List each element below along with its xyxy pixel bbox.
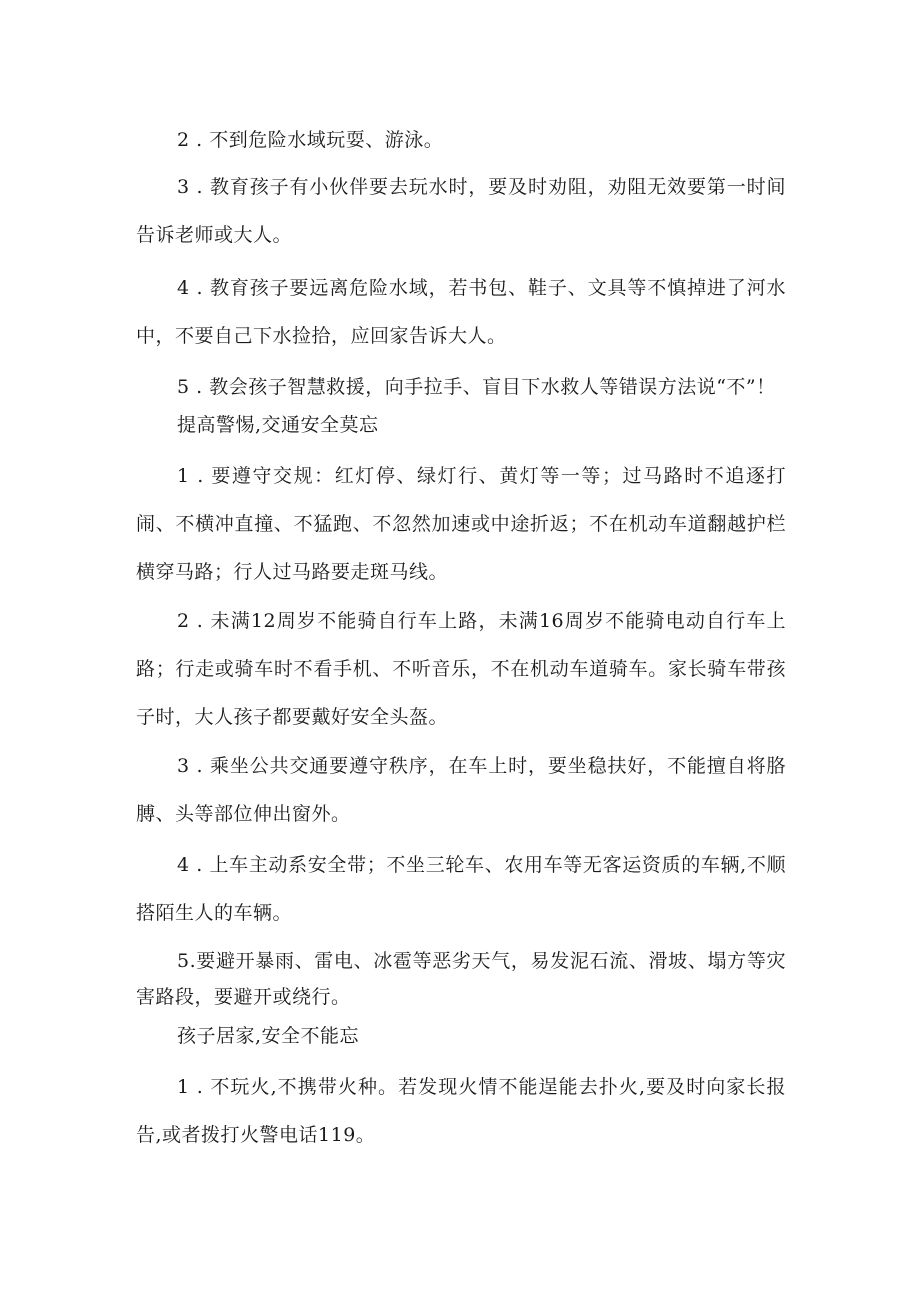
paragraph-water-5: 5 . 教会孩子智慧救援，向手拉手、盲目下水救人等错误方法说“不”！ — [177, 376, 776, 398]
paragraph-home-1: 1 . 不玩火,不携带火种。若发现火情不能逞能去扑火,要及时向家长报告,或者拨打火警电话119。 — [136, 1076, 786, 1146]
section-heading-traffic: 提高警惕,交通安全莫忘 — [177, 414, 379, 436]
paragraph-water-3: 3 . 教育孩子有小伙伴要去玩水时，要及时劝阻，劝阻无效要第一时间告诉老师或大人。 — [136, 176, 786, 246]
paragraph-traffic-4: 4 . 上车主动系安全带；不坐三轮车、农用车等无客运资质的车辆,不顺搭陌生人的车辆。 — [136, 854, 786, 924]
paragraph-traffic-1: 1 . 要遵守交规：红灯停、绿灯行、黄灯等一等；过马路时不追逐打闹、不横冲直撞、不猛跑、不忽然加速或中途折返；不在机动车道翻越护栏横穿马路；行人过马路要走斑马线。 — [136, 465, 786, 583]
paragraph-traffic-5: 5.要避开暴雨、雷电、冰雹等恶劣天气，易发泥石流、滑坡、塌方等灾害路段，要避开或绕行。 — [136, 950, 786, 1008]
paragraph-traffic-2: 2 . 未满12周岁不能骑自行车上路，未满16周岁不能骑电动自行车上路；行走或骑车时不看手机、不听音乐，不在机动车道骑车。家长骑车带孩子时，大人孩子都要戴好安全头盔。 — [136, 610, 786, 728]
paragraph-water-4: 4 . 教育孩子要远离危险水域，若书包、鞋子、文具等不慎掉进了河水中，不要自己下水捡拾，应回家告诉大人。 — [136, 277, 786, 347]
section-heading-home: 孩子居家,安全不能忘 — [177, 1025, 360, 1047]
paragraph-traffic-3: 3 . 乘坐公共交通要遵守秩序，在车上时，要坐稳扶好，不能擅自将胳膊、头等部位伸出窗外。 — [136, 755, 786, 825]
paragraph-water-2: 2 . 不到危险水域玩耍、游泳。 — [177, 129, 444, 151]
